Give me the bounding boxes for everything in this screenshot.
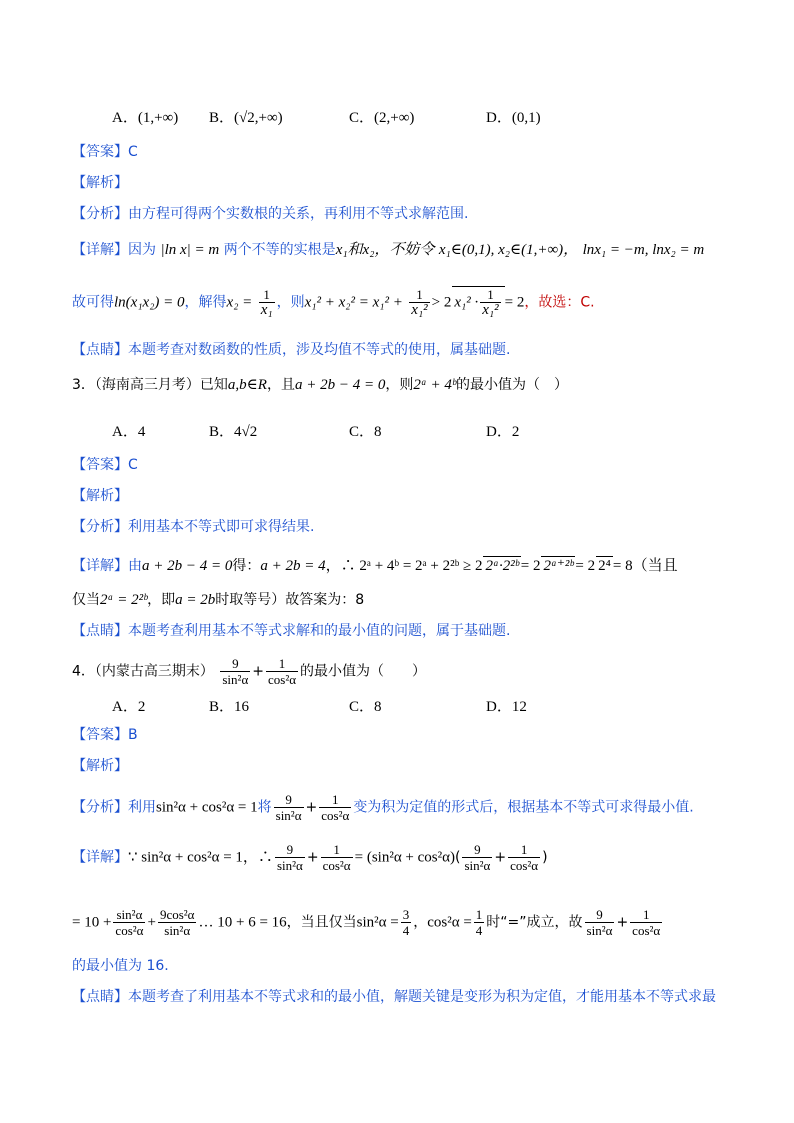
q3-option-c: C．8 (349, 424, 382, 440)
text: ，即 (147, 592, 176, 608)
q4-answer (72, 726, 138, 744)
denominator: cos²α (322, 858, 351, 873)
numerator: 3 (402, 907, 410, 922)
denominator: sin²α (464, 858, 491, 873)
sqrt (452, 286, 504, 318)
text: 时取等号）故答案为：8 (215, 592, 365, 608)
fraction (630, 907, 662, 938)
text: ，当且仅当 (286, 914, 357, 931)
fraction (259, 287, 275, 318)
text: 得： (232, 558, 261, 574)
q2-dianjing (72, 341, 510, 359)
q4-stem: 4．（内蒙古高三期末） $\frac{9}{\text{sin²α}}$ + $\frac{1}{\text{cos²α}}$ 的最小值为（ ） (72, 656, 427, 687)
q4-xiangjie-line2: = 10 + $\frac{\text{sin²α}}{\text{cos²α}}$ + $\frac{\text{9cos²α}}{\text{sin²α}}$ … 10 + 6 = 16，当且仅当sin²α = $\frac{3}{4}$ ，cos²α = $\frac{1}{4}$ 时“=”成立，故 $\frac{9}{\text{sin²α}}$ + $\frac{1}{\text{cos²α}}$ (72, 907, 661, 938)
answer-value: C (128, 457, 138, 473)
dianjing-text: 本题考查了利用基本不等式求和的最小值，解题关键是变形为积为定值，才能用基本不等式求最 (128, 989, 716, 1005)
q3-xiangjie-line1 (72, 556, 678, 575)
text: 4．（内蒙古高三期末） (72, 663, 214, 680)
fenxi-tag: 【分析】 (72, 799, 128, 816)
formula: |ln x| = m (160, 242, 220, 258)
denominator: cos²α (632, 923, 661, 938)
numerator: 9cos²α (159, 907, 195, 922)
formula: x₁∈(0,1), x₂∈(1,+∞)， (438, 242, 579, 258)
denominator: 4 (402, 923, 410, 938)
formula: = 10 + (72, 914, 112, 931)
fraction (158, 907, 197, 938)
fraction (462, 842, 492, 873)
text: 的最小值为（ ） (455, 377, 568, 393)
text: ，则 (276, 294, 305, 311)
q2-option-d: D．(0,1) (486, 110, 541, 126)
fraction (585, 907, 615, 938)
sqrt: 2⁴ (598, 558, 611, 574)
q2-xiangjie-line2 (72, 286, 595, 318)
text: 变为积为定值的形式后，根据基本不等式可求得最小值. (353, 799, 694, 816)
q3-fenxi (72, 518, 314, 536)
formula: ∵ sin²α + cos²α = 1，∴ (128, 849, 273, 866)
formula: = 2 (575, 558, 596, 574)
formula: x₁² + x₂² = x₁² + (304, 294, 403, 311)
q3-answer (72, 456, 138, 474)
formula: = (sin²α + cos²α) (354, 849, 455, 866)
denominator: sin²α (276, 858, 303, 873)
formula: x₂ = (226, 294, 253, 311)
formula: 2ᵃ = 2²ᵇ (100, 592, 148, 608)
numerator: 9 (220, 656, 250, 672)
numerator: 9 (585, 907, 615, 923)
fraction (319, 792, 351, 823)
fraction (220, 656, 250, 687)
numerator: 9 (462, 842, 492, 858)
answer-tag: 【答案】 (72, 144, 128, 160)
numerator: 9 (274, 792, 304, 808)
denominator: x₁² (482, 302, 499, 318)
q4-option-c: C．8 (349, 699, 382, 715)
formula: ln(x₁x₂) = 0 (114, 294, 185, 311)
formula: ，∴ 2ᵃ + 4ᵇ = 2ᵃ + 2²ᵇ ≥ 2 (325, 558, 483, 574)
fraction (401, 907, 412, 938)
denominator: x₁² (411, 302, 428, 318)
text: 的最小值为（ ） (300, 663, 427, 680)
text: 3．（海南高三月考）已知 (72, 377, 228, 393)
dianjing-tag: 【点睛】 (72, 989, 128, 1005)
formula: a + 2b = 4 (260, 558, 326, 574)
q2-analysis-heading (72, 174, 128, 192)
fraction (480, 287, 500, 318)
sqrt: 2ᵃ·2²ᵇ (485, 558, 519, 574)
fraction (409, 287, 429, 318)
q4-analysis-heading (72, 757, 128, 775)
formula: 2ᵃ + 4ᵇ (413, 377, 456, 393)
formula: = 8（当且 (612, 558, 678, 574)
numerator: 1 (259, 287, 275, 303)
formula: x₁和x₂，不妨令 (335, 242, 435, 258)
xiangjie-tag: 【详解】 (72, 242, 128, 258)
fraction (474, 907, 485, 938)
text: 将 (257, 799, 272, 816)
formula: a + 2b − 4 = 0 (142, 558, 233, 574)
dianjing-tag: 【点睛】 (72, 623, 128, 639)
numerator: 1 (630, 907, 662, 923)
q2-option-a: A．(1,+∞) (112, 110, 179, 126)
fenxi-text: 由方程可得两个实数根的关系，再利用不等式求解范围. (128, 206, 469, 222)
text: 两个不等的实根是 (223, 242, 336, 258)
dianjing-text: 本题考查利用基本不等式求解和的最小值的问题，属于基础题. (128, 623, 511, 639)
numerator: 1 (409, 287, 429, 303)
text: ， (413, 914, 428, 931)
numerator: 1 (480, 287, 500, 303)
numerator: 1 (475, 907, 483, 922)
fraction (274, 792, 304, 823)
fraction (508, 842, 540, 873)
fraction (321, 842, 353, 873)
denominator: cos²α (268, 672, 297, 687)
formula: > 2 (431, 294, 452, 311)
numerator: 9 (275, 842, 305, 858)
q4-option-a: A．2 (112, 699, 146, 715)
answer-tag: 【答案】 (72, 457, 128, 473)
denominator: x₁ (260, 302, 273, 318)
fenxi-tag: 【分析】 (72, 519, 128, 535)
q4-option-d: D．12 (486, 699, 527, 715)
text: 的最小值为 16. (72, 958, 169, 974)
denominator: cos²α (321, 808, 350, 823)
analysis-tag: 【解析】 (72, 758, 128, 774)
answer-value: C (128, 144, 138, 160)
numerator: 1 (321, 842, 353, 858)
fraction (113, 907, 145, 938)
text: 因为 (128, 242, 156, 258)
q3-option-a: A．4 (112, 424, 146, 440)
text: ，故选：C. (524, 294, 595, 311)
q4-dianjing (72, 988, 716, 1006)
formula: a,b∈R (227, 377, 267, 393)
text: 仅当 (72, 592, 100, 608)
formula: x₁² · (454, 294, 479, 311)
dianjing-tag: 【点睛】 (72, 342, 128, 358)
text: ，解得 (184, 294, 227, 311)
fraction (266, 656, 298, 687)
q4-fenxi: 【分析】利用sin²α + cos²α = 1将 $\frac{9}{\text{sin²α}}$ + $\frac{1}{\text{cos²α}}$ 变为积为定值的形式后，根据基本不等式可求得最小值. (72, 792, 694, 823)
q2-option-c: C．(2,+∞) (349, 110, 415, 126)
q2-fenxi (72, 205, 468, 223)
denominator: 4 (475, 923, 483, 938)
denominator: sin²α (222, 672, 249, 687)
q3-stem (72, 376, 568, 394)
q3-option-d: D．2 (486, 424, 520, 440)
formula: lnx₁ = −m, lnx₂ = m (582, 242, 705, 258)
fenxi-text: 利用基本不等式即可求得结果. (128, 519, 315, 535)
sqrt: 2ᵃ⁺²ᵇ (543, 558, 574, 574)
analysis-tag: 【解析】 (72, 175, 128, 191)
formula: sin²α + cos²α = 1 (156, 799, 258, 816)
dianjing-text: 本题考查对数函数的性质，涉及均值不等式的使用，属基础题. (128, 342, 511, 358)
text: 利用 (128, 799, 156, 816)
q2-xiangjie-line1 (72, 241, 704, 259)
text: 由 (128, 558, 142, 574)
q3-option-b: B．4√2 (209, 424, 258, 440)
formula: sin²α = (356, 914, 399, 931)
answer-tag: 【答案】 (72, 727, 128, 743)
q2-answer (72, 143, 138, 161)
fenxi-tag: 【分析】 (72, 206, 128, 222)
text: 故可得 (72, 294, 114, 311)
answer-value: B (128, 727, 138, 743)
formula: cos²α = (427, 914, 472, 931)
numerator: 1 (266, 656, 298, 672)
q2-option-b: B．(√2,+∞) (209, 110, 283, 126)
formula: = 2 (520, 558, 541, 574)
formula: = 2 (504, 294, 525, 311)
q3-dianjing (72, 622, 510, 640)
q3-xiangjie-line2 (72, 591, 364, 609)
numerator: 1 (319, 792, 351, 808)
q4-xiangjie-line3 (72, 957, 169, 975)
denominator: sin²α (275, 808, 302, 823)
formula: a = 2b (175, 592, 216, 608)
numerator: sin²α (113, 907, 145, 923)
analysis-tag: 【解析】 (72, 488, 128, 504)
q4-xiangjie-line1: 【详解】∵ sin²α + cos²α = 1，∴ $\frac{9}{\text{sin²α}}$ + $\frac{1}{\text{cos²α}}$ = (sin²α + cos²α)( $\frac{9}{\text{sin²α}}$ + $\frac{1}{\text{cos²α}}$ ) (72, 842, 548, 873)
formula: a + 2b − 4 = 0 (294, 377, 386, 393)
xiangjie-tag: 【详解】 (72, 558, 128, 574)
denominator: sin²α (586, 923, 613, 938)
numerator: 1 (508, 842, 540, 858)
formula: + (147, 914, 156, 931)
q4-option-b: B．16 (209, 699, 250, 715)
formula: … 10 + 6 = 16 (198, 914, 287, 931)
denominator: cos²α (510, 858, 539, 873)
text: ，且 (266, 377, 295, 393)
denominator: cos²α (115, 923, 144, 938)
fraction (275, 842, 305, 873)
xiangjie-tag: 【详解】 (72, 849, 128, 866)
denominator: sin²α (164, 923, 191, 938)
text: ，则 (385, 377, 414, 393)
q3-analysis-heading (72, 487, 128, 505)
text: 时“=”成立，故 (486, 914, 583, 931)
